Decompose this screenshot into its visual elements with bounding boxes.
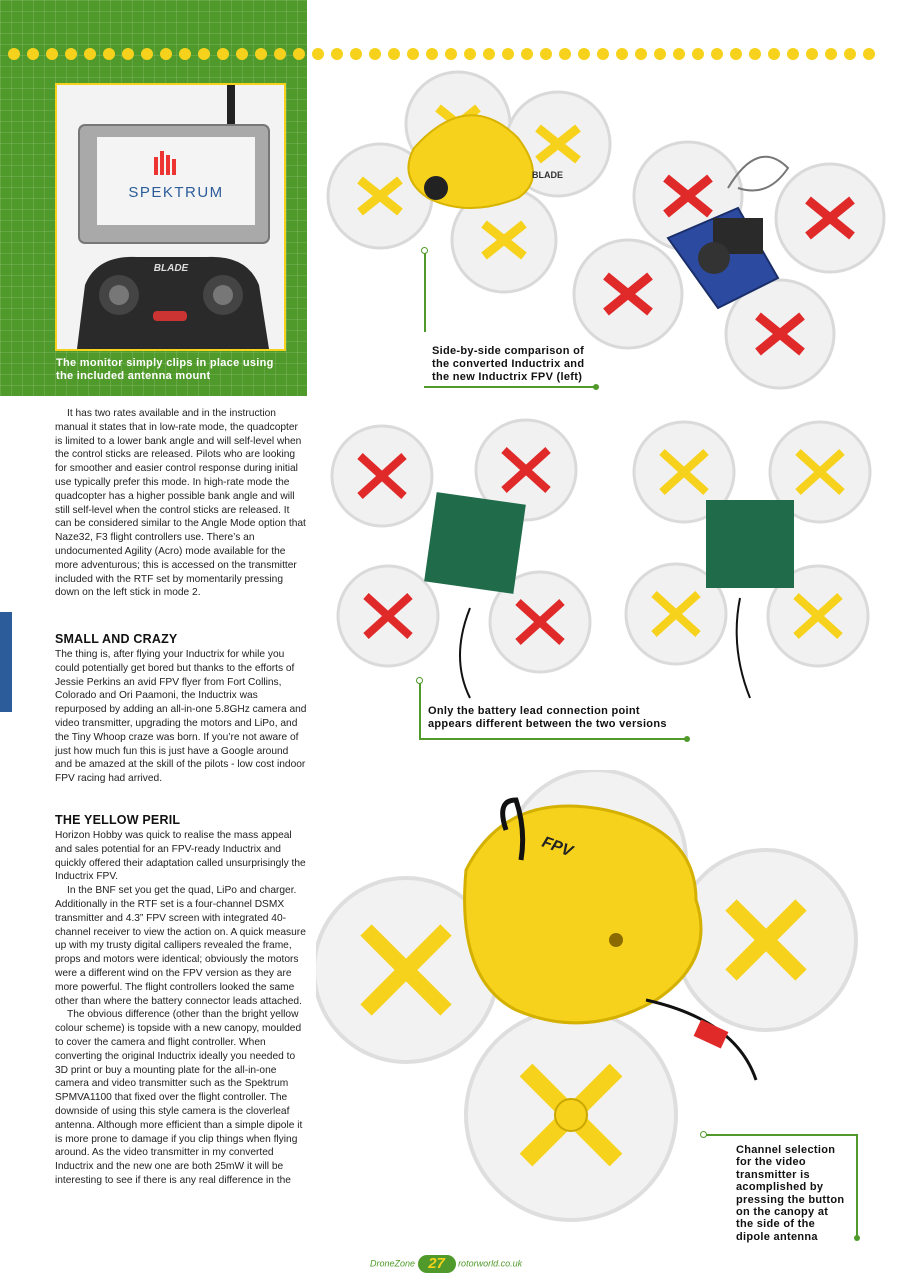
paragraph: The thing is, after flying your Inductrix for while you could potentially get bored but thanks to the efforts of Jessie Perkins an avid FPV flyer from Fort Collins, Colorado and Ori Paamoni, the Inductrix was repurposed by adding an all-in-one 5.8GHz camera and video transmitter, upgrading the motors and LiPo, and the Tiny Whoop craze was born. If you’re not aware of just how much fun this is just have a Google around and be amazed at the skill of the pilots - low cost indoor FPV racing had arrived. <box>55 649 307 785</box>
callout3-line-v <box>419 682 421 740</box>
photo4-caption: Channel selection for the video transmitter is acomplished by pressing the button on the canopy at the side of the dipole antenna <box>736 1144 845 1243</box>
photo1-caption: The monitor simply clips in place using the included antenna mount <box>56 357 274 382</box>
canopy-fpv-text: FPV <box>539 833 575 861</box>
callout-start <box>421 247 428 254</box>
page-number: 27 <box>418 1255 456 1273</box>
monitor-brand-text: SPEKTRUM <box>128 184 224 201</box>
canopy-brand-text: BLADE <box>532 170 563 180</box>
callout-line-v <box>424 252 426 332</box>
section-yellow-peril <box>55 829 307 1188</box>
section-heading-yellow-peril: THE YELLOW PERIL <box>55 813 181 827</box>
photo2-caption: Side-by-side comparison of the converted Inductrix and the new Inductrix FPV (left) <box>432 345 585 383</box>
callout4-line-h <box>705 1134 857 1136</box>
callout4-end <box>854 1235 860 1241</box>
photo-underside-comparison <box>330 408 906 718</box>
page-footer <box>370 1255 570 1275</box>
footer-website: rotorworld.co.uk <box>458 1258 523 1269</box>
edge-tab <box>0 612 12 712</box>
callout3-end <box>684 736 690 742</box>
footer-magazine: DroneZone <box>370 1258 416 1269</box>
callout4-start <box>700 1131 707 1138</box>
callout3-line-h <box>419 738 687 740</box>
photo3-caption: Only the battery lead connection point appears different between the two versions <box>428 705 667 730</box>
paragraph: It has two rates available and in the instruction manual it states that in low-rate mode, the quadcopter is limited to a lower bank angle and will self-level when the control sticks are released. Pilots who are looking for smoother and easier control response during initial use typically prefer this mode. In high-rate mode the quadcopter has a higher possible bank angle and will still self-level when the control sticks are released. It can be considered similar to the Angle Mode option that Naze32, F3 flight controllers use. There’s an undocumented Agility (Acro) mode available for the more adventurous; this is accessed on the transmitter included with the RTF set by momentarily pressing down on the left stick in mode 2. <box>55 408 306 599</box>
controller-brand-text: BLADE <box>153 263 189 274</box>
callout-line-h <box>424 386 596 388</box>
section-small-and-crazy <box>55 648 307 786</box>
dot-divider <box>0 48 906 62</box>
section-heading-small-and-crazy: SMALL AND CRAZY <box>55 632 178 646</box>
paragraph: Horizon Hobby was quick to realise the mass appeal and sales potential for an FPV-ready Inductrix and quickly offered their adaptation called unsurprisingly the Inductrix FPV. <box>55 830 306 883</box>
callout-end <box>593 384 599 390</box>
red-quad-underside <box>332 420 590 698</box>
yellow-quad-underside <box>626 422 870 698</box>
article-intro <box>55 407 307 600</box>
callout3-start <box>416 677 423 684</box>
monitor-illustration <box>57 85 284 349</box>
paragraph: In the BNF set you get the quad, LiPo and charger. Additionally in the RTF set is a four-channel DSMX transmitter and 4.3” FPV screen with integrated 40-channel receiver to view the action on. A quick measure up with my trusty digital callipers revealed the frame, props and motors were identical; obviously the motors were a different wind on the FPV version as they are more powerful. The flight controllers looked the same other than where the battery connector leads attached. <box>55 885 306 1007</box>
paragraph: The obvious difference (other than the bright yellow colour scheme) is topside with a new canopy, moulded to cover the camera and flight controller. When converting the original Inductrix ideally you needed to 3D print or buy a mounting plate for the all-in-one camera and video transmitter such as the Spektrum SPMVA1100 that fixed over the flight controller. The downside of using this style camera is the cloverleaf antenna. Although more efficient than a simple dipole it is more prone to damage if you clip things when flying around. As the video transmitter in my converted Inductrix and the new one are both 25mW it will be interesting to see if there is any real difference in the <box>55 1009 303 1186</box>
photo-monitor-transmitter <box>55 83 286 351</box>
yellow-quad <box>328 72 610 292</box>
callout4-line-v <box>856 1134 858 1238</box>
